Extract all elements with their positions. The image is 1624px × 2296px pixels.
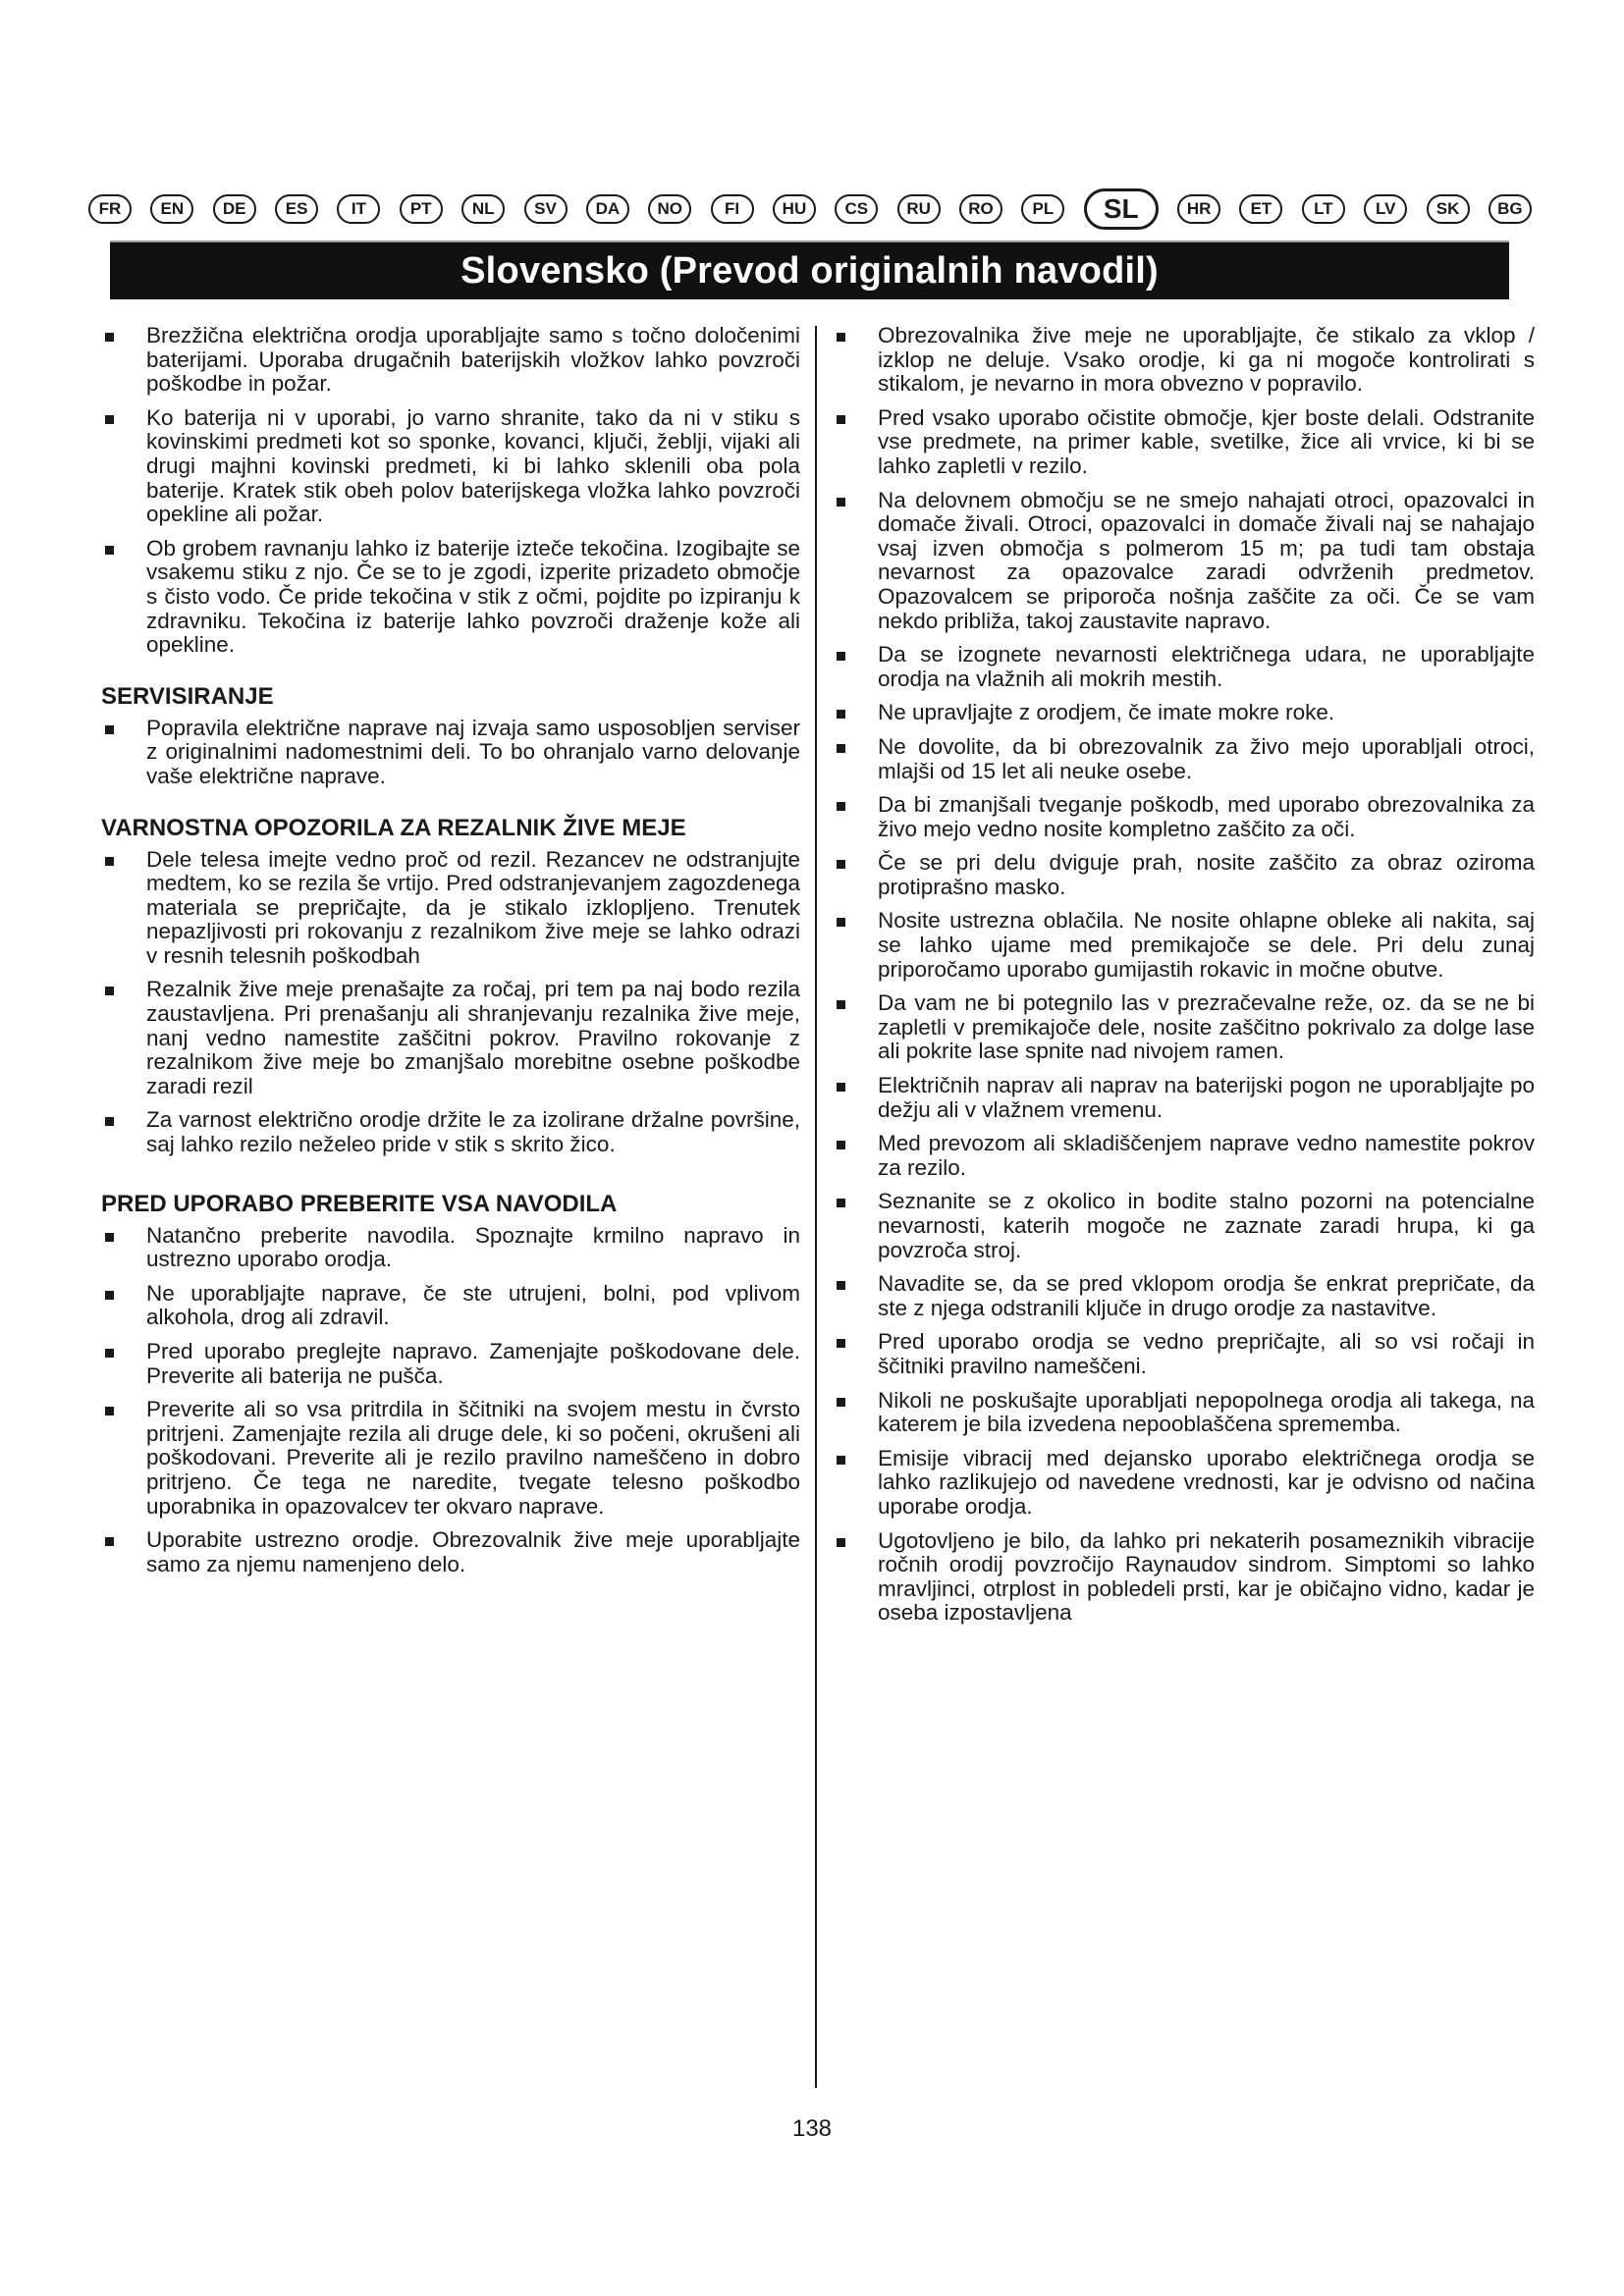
- list-item: [833, 1389, 1535, 1437]
- list-item: [101, 406, 800, 527]
- lang-tab-hr[interactable]: HR: [1177, 194, 1220, 224]
- list-item: [833, 851, 1535, 899]
- bullet-icon: [105, 1349, 114, 1358]
- page-title: Slovensko (Prevod originalnih navodil): [460, 249, 1159, 292]
- section-heading-servisiranje: SERVISIRANJE: [101, 682, 274, 710]
- list-item-text: Nosite ustrezna oblačila. Ne nosite ohlapne obleke ali nakita, saj se lahko ujame med premikajoče se dele. Pri delu zunaj priporočamo uporabo gumijastih rokavic in močne obutve.: [878, 908, 1535, 982]
- bullet-icon: [105, 857, 114, 866]
- lang-tab-sk[interactable]: SK: [1427, 194, 1470, 224]
- list-item: [833, 1190, 1535, 1262]
- list-item: [833, 1074, 1535, 1122]
- lang-tab-nl[interactable]: NL: [461, 194, 505, 224]
- list-item: [101, 537, 800, 658]
- bullet-icon: [837, 860, 845, 869]
- bullet-icon: [837, 1083, 845, 1092]
- list-item: [833, 909, 1535, 982]
- lang-tab-cs[interactable]: CS: [835, 194, 878, 224]
- right-list: [833, 324, 1535, 1626]
- bullet-icon: [837, 415, 845, 424]
- list-item: [101, 978, 800, 1098]
- list-item-text: Ob grobem ravnanju lahko iz baterije izteče tekočina. Izogibajte se vsakemu stiku z njo. Če se to je zgodi, izperite prizadeto območje s čisto vodo. Če pride tekočina v stik z očmi, pojdite po izpiranju k zdravniku. Tekočina iz baterije lahko povzroči draženje kože ali opekline.: [146, 535, 800, 658]
- bullet-icon: [837, 918, 845, 927]
- list-item: [833, 643, 1535, 691]
- list-item-text: Natančno preberite navodila. Spoznajte krmilno napravo in ustrezno uporabo orodja.: [146, 1222, 800, 1272]
- list-item: [833, 406, 1535, 479]
- list-item: [833, 1447, 1535, 1520]
- section-heading-safety: VARNOSTNA OPOZORILA ZA REZALNIK ŽIVE MEJE: [101, 814, 686, 841]
- list-item: [101, 1398, 800, 1519]
- bullet-icon: [837, 1398, 845, 1407]
- list-item-text: Na delovnem območju se ne smejo nahajati otroci, opazovalci in domače živali. Otroci, opazovalci in domače živali naj se nahajajo vsaj izven območja s polmerom 15 m; pa tudi tam obstaja nevarnost za opazovalce zaradi odvrženih predmetov. Opazovalcem se priporoča nošnja zaščite za oči. Če se vam nekdo približa, takoj zaustavite napravo.: [878, 487, 1535, 633]
- lang-tab-fr[interactable]: FR: [88, 194, 132, 224]
- list-item-text: Seznanite se z okolico in bodite stalno pozorni na potencialne nevarnosti, katerih mogoče ne zaznate zaradi hrupa, ki ga povzroča stroj.: [878, 1189, 1535, 1262]
- lang-tab-lt[interactable]: LT: [1302, 194, 1345, 224]
- bullet-icon: [837, 333, 845, 342]
- safety-list: [101, 848, 800, 1157]
- bullet-icon: [837, 498, 845, 507]
- list-item-text: Popravila električne naprave naj izvaja samo usposobljen serviser z originalnimi nadomestnimi deli. To bo ohranjalo varno delovanje vaše električne naprave.: [146, 715, 800, 788]
- bullet-icon: [105, 1117, 114, 1126]
- list-item: [101, 324, 800, 397]
- list-item-text: Ne uporabljajte naprave, če ste utrujeni, bolni, pod vplivom alkohola, drog ali zdravil.: [146, 1280, 800, 1330]
- lang-tab-ro[interactable]: RO: [959, 194, 1002, 224]
- bullet-icon: [105, 546, 114, 555]
- list-item-text: Pred vsako uporabo očistite območje, kjer boste delali. Odstranite vse predmete, na primer kable, svetilke, žice ali vrvice, ki bi se lahko zapletli v rezilo.: [878, 404, 1535, 478]
- list-item: [833, 1330, 1535, 1378]
- list-item: [101, 1282, 800, 1330]
- lang-tab-pt[interactable]: PT: [400, 194, 443, 224]
- bullet-icon: [837, 1199, 845, 1207]
- list-item: [833, 793, 1535, 841]
- list-item: [833, 1132, 1535, 1180]
- bullet-icon: [837, 1281, 845, 1290]
- lang-tab-hu[interactable]: HU: [773, 194, 816, 224]
- list-item-text: Preverite ali so vsa pritrdila in ščitniki na svojem mestu in čvrsto pritrjeni. Zamenjajte rezila ali druge dele, ki so počeni, okrušeni ali poškodovani. Preverite ali je rezilo pravilno nameščeno in dobro pritrjeno. Če tega ne naredite, tvegate telesno poškodbo uporabnika in opazovalcev ter okvaro naprave.: [146, 1397, 800, 1519]
- list-item-text: Pred uporabo orodja se vedno prepričajte, ali so vsi ročaji in ščitniki pravilno nameščeni.: [878, 1329, 1535, 1378]
- bullet-icon: [837, 802, 845, 811]
- bullet-icon: [837, 1538, 845, 1547]
- lang-tab-en[interactable]: EN: [150, 194, 193, 224]
- title-bar: [110, 240, 1509, 299]
- lang-tab-bg[interactable]: BG: [1489, 194, 1532, 224]
- list-item-text: Dele telesa imejte vedno proč od rezil. Rezancev ne odstranjujte medtem, ko se rezila še vrtijo. Pred odstranjevanjem zagozdenega materiala se prepričajte, da je stikalo izklopljeno. Trenutek nepazljivosti pri rokovanju z rezalnikom žive meje se lahko odrazi v resnih telesnih poškodbah: [146, 846, 800, 968]
- list-item-text: Ko baterija ni v uporabi, jo varno shranite, tako da ni v stiku s kovinskimi predmeti kot so sponke, kovanci, ključi, žeblji, vijaki ali drugi majhni kovinski predmeti, ki bi lahko sklenili oba pola baterije. Kratek stik obeh polov baterijskega vložka lahko povzroči opekline ali požar.: [146, 404, 800, 527]
- list-item-text: Da se izognete nevarnosti električnega udara, ne uporabljajte orodja na vlažnih ali mokrih mestih.: [878, 642, 1535, 691]
- bullet-icon: [105, 1233, 114, 1242]
- list-item-text: Ne dovolite, da bi obrezovalnik za živo mejo uporabljali otroci, mlajši od 15 let ali neuke osebe.: [878, 733, 1535, 783]
- list-item: [101, 848, 800, 969]
- list-item-text: Obrezovalnika žive meje ne uporabljajte, če stikalo za vklop / izklop ne deluje. Vsako orodje, ki ga ni mogoče kontrolirati s stikalom, je nevarno in mora obvezno v popravilo.: [878, 323, 1535, 397]
- lang-tab-ru[interactable]: RU: [897, 194, 941, 224]
- section-heading-read-instructions: PRED UPORABO PREBERITE VSA NAVODILA: [101, 1190, 618, 1217]
- list-item-text: Za varnost električno orodje držite le za izolirane držalne površine, saj lahko rezilo neželeo pride v stik s skrito žico.: [146, 1107, 800, 1157]
- bullet-icon: [105, 333, 114, 342]
- list-item-text: Brezžična električna orodja uporabljajte samo s točno določenimi baterijami. Uporaba drugačnih baterijskih vložkov lahko povzroči poškodbe in požar.: [146, 323, 800, 397]
- list-item-text: Navadite se, da se pred vklopom orodja še enkrat prepričate, da ste z njega odstranili ključe in drugo orodje za nastavitve.: [878, 1271, 1535, 1320]
- list-item-text: Uporabite ustrezno orodje. Obrezovalnik žive meje uporabljajte samo za njemu namenjeno delo.: [146, 1527, 800, 1576]
- list-item: [101, 717, 800, 789]
- bullet-icon: [105, 1291, 114, 1300]
- bullet-icon: [105, 1407, 114, 1415]
- right-column: [833, 324, 1535, 1635]
- lang-tab-fi[interactable]: FI: [711, 194, 754, 224]
- bullet-icon: [837, 1141, 845, 1149]
- lang-tab-no[interactable]: NO: [648, 194, 691, 224]
- left-column: [101, 324, 800, 1586]
- list-item: [833, 701, 1535, 725]
- list-item: [833, 991, 1535, 1064]
- bullet-icon: [837, 1000, 845, 1009]
- lang-tab-pl[interactable]: PL: [1021, 194, 1064, 224]
- list-item-text: Emisije vibracij med dejansko uporabo električnega orodja se lahko razlikujejo od navedene vrednosti, kar je odvisno od načina uporabe orodja.: [878, 1445, 1535, 1519]
- column-divider: [815, 326, 817, 2088]
- list-item-text: Da bi zmanjšali tveganje poškodb, med uporabo obrezovalnika za živo mejo vedno nosite kompletno zaščito za oči.: [878, 792, 1535, 841]
- list-item-text: Ne upravljajte z orodjem, če imate mokre roke.: [878, 700, 1335, 725]
- list-item: [833, 1529, 1535, 1626]
- lang-tab-sl[interactable]: SL: [1084, 188, 1159, 230]
- bullet-icon: [837, 744, 845, 753]
- bullet-icon: [837, 710, 845, 719]
- list-item-text: Nikoli ne poskušajte uporabljati nepopolnega orodja ali takega, na katerem je bila izvedena nepooblaščena sprememba.: [878, 1387, 1535, 1437]
- language-tabs: [88, 189, 1532, 229]
- lang-tab-et[interactable]: ET: [1239, 194, 1282, 224]
- bullet-icon: [105, 1537, 114, 1546]
- list-item: [833, 735, 1535, 783]
- list-item-text: Električnih naprav ali naprav na baterijski pogon ne uporabljajte po dežju ali v vlažnem vremenu.: [878, 1073, 1535, 1122]
- bullet-icon: [105, 415, 114, 424]
- list-item-text: Pred uporabo preglejte napravo. Zamenjajte poškodovane dele. Preverite ali baterija ne pušča.: [146, 1339, 800, 1388]
- intro-list: [101, 324, 800, 658]
- list-item-text: Med prevozom ali skladiščenjem naprave vedno namestite pokrov za rezilo.: [878, 1131, 1535, 1180]
- bullet-icon: [105, 987, 114, 995]
- lang-tab-lv[interactable]: LV: [1364, 194, 1407, 224]
- lang-tab-de[interactable]: DE: [213, 194, 256, 224]
- servis-list: [101, 717, 800, 789]
- list-item: [833, 489, 1535, 634]
- page-number: 138: [791, 2115, 833, 2142]
- list-item: [833, 1272, 1535, 1320]
- list-item: [101, 1528, 800, 1576]
- lang-tab-sv[interactable]: SV: [524, 194, 568, 224]
- bullet-icon: [837, 1339, 845, 1348]
- bullet-icon: [105, 725, 114, 734]
- list-item: [833, 324, 1535, 397]
- list-item: [101, 1340, 800, 1388]
- list-item-text: Rezalnik žive meje prenašajte za ročaj, pri tem pa naj bodo rezila zaustavljena. Pri prenašanju ali shranjevanju rezalnika žive meje, nanj vedno namestite zaščitni pokrov. Pravilno rokovanje z rezalnikom žive meje bo zmanjšalo morebitne osebne poškodbe zaradi rezil: [146, 977, 800, 1098]
- list-item: [101, 1108, 800, 1156]
- lang-tab-it[interactable]: IT: [337, 194, 380, 224]
- list-item: [101, 1224, 800, 1272]
- read-list: [101, 1224, 800, 1577]
- list-item-text: Če se pri delu dviguje prah, nosite zaščito za obraz oziroma protiprašno masko.: [878, 850, 1535, 899]
- bullet-icon: [837, 1456, 845, 1465]
- bullet-icon: [837, 652, 845, 661]
- lang-tab-es[interactable]: ES: [275, 194, 318, 224]
- list-item-text: Da vam ne bi potegnilo las v prezračevalne reže, oz. da se ne bi zapletli v premikajoče dele, nosite zaščitno pokrivalo za dolge lase ali pokrite lase spnite nad nivojem ramen.: [878, 990, 1535, 1064]
- lang-tab-da[interactable]: DA: [586, 194, 629, 224]
- list-item-text: Ugotovljeno je bilo, da lahko pri nekaterih posameznikih vibracije ročnih orodij povzročijo Raynaudov sindrom. Simptomi so lahko mravljinci, otrplost in pobledeli prsti, kar je običajno vidno, kadar je oseba izpostavljena: [878, 1527, 1535, 1626]
